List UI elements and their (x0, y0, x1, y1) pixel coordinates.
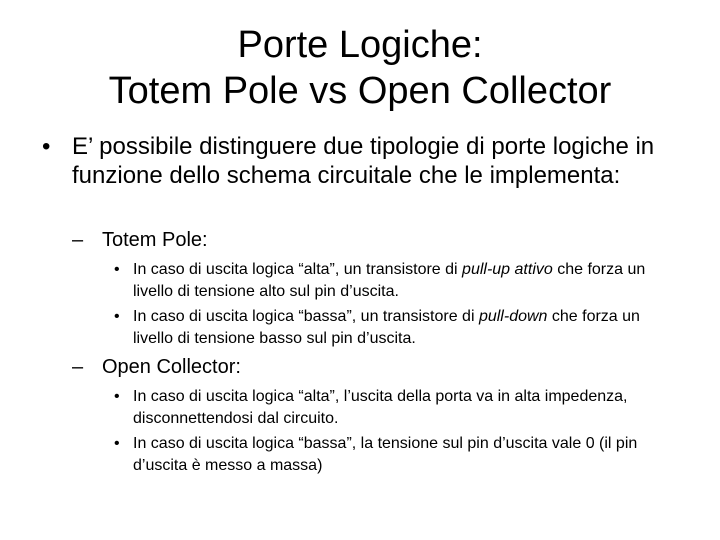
list-item-text: In caso di uscita logica “bassa”, la tensione sul pin d’uscita vale 0 (il pin d’uscita è messo a massa) (133, 435, 638, 474)
italic-term: pull-down (478, 308, 548, 325)
intro-text: E’ possibile distinguere due tipologie di porte logiche in funzione dello schema circuitale che le implementa: (72, 133, 655, 189)
list-item-totem-pole-high (114, 259, 674, 303)
dash-icon: – (72, 356, 84, 378)
list-item-text (133, 259, 674, 303)
title-line-1: Porte Logiche: (237, 24, 483, 66)
bullet-icon: • (42, 133, 51, 160)
section-heading-totem-pole (72, 228, 692, 252)
text-part: In caso di uscita logica “bassa”, un transistore di (133, 308, 479, 325)
title-line-2: Totem Pole vs Open Collector (108, 70, 612, 112)
bullet-icon: • (114, 308, 120, 325)
list-item-text (133, 306, 674, 350)
list-item-text: In caso di uscita logica “alta”, l’uscita della porta va in alta impedenza, disconnettendosi dal circuito. (133, 388, 628, 427)
bullet-icon: • (114, 388, 120, 405)
section-heading-open-collector (72, 355, 692, 379)
intro-bullet-item (42, 132, 702, 190)
section-heading-text: Totem Pole: (102, 229, 208, 251)
italic-term: pull-up attivo (462, 261, 553, 278)
text-part: che forza un livello di tensione alto sul pin d’uscita. (133, 261, 646, 300)
list-item-totem-pole-low (114, 306, 674, 350)
list-item-open-collector-high (114, 386, 674, 430)
slide-title (0, 22, 720, 114)
dash-icon: – (72, 229, 84, 251)
bullet-icon: • (114, 261, 120, 278)
text-part: che forza un livello di tensione basso sul pin d’uscita. (133, 308, 640, 347)
list-item-open-collector-low (114, 433, 674, 477)
text-part: In caso di uscita logica “alta”, un transistore di (133, 261, 463, 278)
section-heading-text: Open Collector: (102, 356, 241, 378)
bullet-icon: • (114, 435, 120, 452)
